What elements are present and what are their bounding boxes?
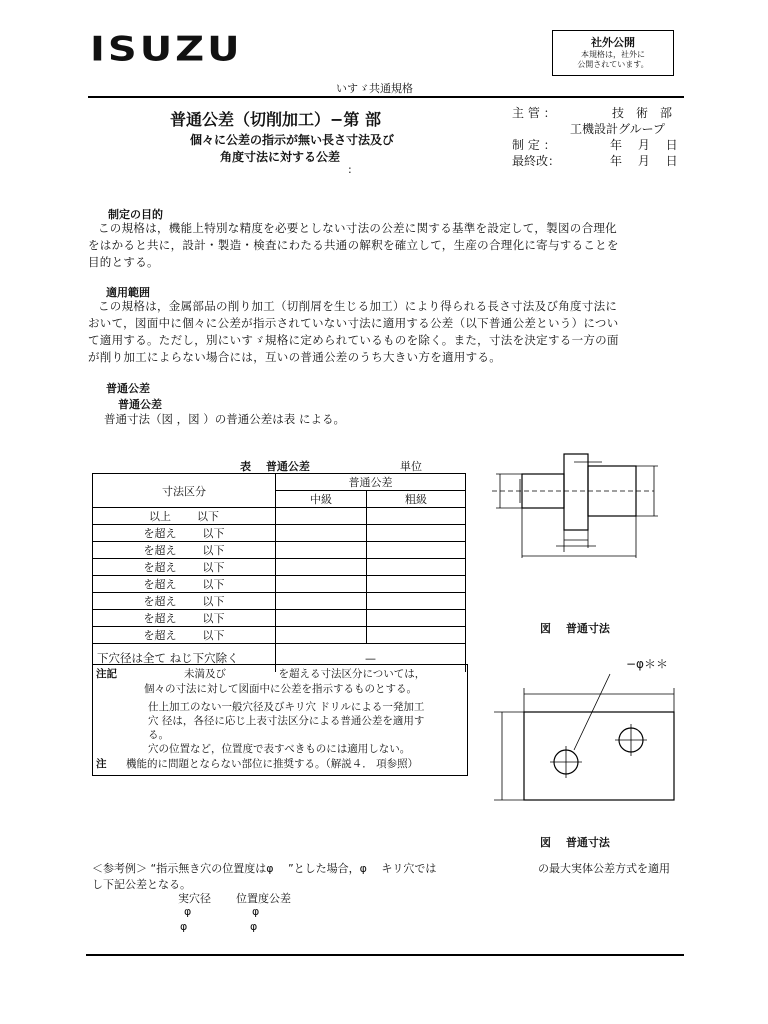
figure2-plate-drawing: [490, 668, 680, 808]
range-to: 以下: [197, 510, 219, 523]
public-disclosure-box: [552, 30, 674, 76]
hole-row-value: —: [276, 644, 466, 673]
range-from: を超え: [143, 578, 177, 591]
table-row: [93, 627, 466, 644]
scope-line: この規格は，金属部品の削り加工（切削屑を生じる加工）により得られる長さ寸法及び角度寸法に: [98, 299, 618, 313]
purpose-line: をはかると共に，設計・製造・検査にわたる共通の解釈を確立して，生産の合理化に寄与することを: [88, 238, 619, 252]
reference-col-head2: 位置度公差: [236, 892, 291, 905]
figure1-shaft-drawing: [486, 448, 666, 563]
reference-line2: し下記公差となる。: [92, 878, 191, 891]
figure1-caption: 図 普通寸法: [540, 622, 610, 635]
range-to: 以下: [202, 561, 225, 574]
reference-row1-a: φ: [184, 905, 192, 918]
purpose-line: 目的とする。: [88, 255, 159, 269]
general-heading: 普通公差: [106, 382, 150, 395]
header-rule: [88, 96, 684, 98]
reference-row2-a: φ: [180, 920, 188, 933]
general-text: 普通寸法（図 ，図 ）の普通公差は表 による。: [104, 412, 345, 426]
note4-label: 注: [96, 758, 107, 770]
range-from: を超え: [143, 527, 177, 540]
purpose-line: この規格は，機能上特別な精度を必要としない寸法の公差に関する基準を設定して，製図の合理化: [98, 221, 617, 235]
range-to: 以下: [202, 527, 225, 540]
meta-value-3: 年 月 日: [610, 154, 678, 168]
meta-label-2: 制 定 ：: [512, 138, 556, 152]
note1-line2: 個々の寸法に対して図面中に公差を指示するものとする。: [144, 683, 417, 695]
scope-line: て適用する。ただし，別にいすゞ規格に定められているものを除く。また，寸法を決定する一方の面: [88, 333, 619, 347]
note2-line3: る。: [148, 729, 169, 741]
reference-row1-b: φ: [252, 905, 260, 918]
public-box-line2: 公開されています。: [577, 60, 649, 69]
table-row: [93, 610, 466, 627]
footer-rule: [86, 954, 684, 956]
scope-line: が削り加工によらない場合には，互いの普通公差のうち大きい方を適用する。: [88, 350, 501, 364]
doc-colon: :: [348, 163, 352, 176]
purpose-paragraph: [88, 220, 678, 271]
range-to: 以下: [202, 595, 225, 608]
meta-value-0: 技 術 部: [612, 106, 673, 120]
meta-value-1: 工機設計グループ: [570, 122, 666, 136]
range-from: を超え: [143, 629, 177, 642]
hole-row-label: 下穴径は全て ねじ下穴除く: [93, 644, 276, 673]
note3-line1: 穴の位置など，位置度で表すべきものには適用しない。: [148, 743, 411, 755]
reference-col-head1: 実穴径: [178, 892, 211, 905]
public-box-line1: 本規格は，社外に: [581, 50, 645, 59]
meta-value-2: 年 月 日: [610, 138, 678, 152]
range-to: 以下: [202, 544, 225, 557]
header-range: 寸法区分: [93, 474, 276, 508]
range-from: を超え: [143, 561, 177, 574]
public-box-title: 社外公開: [591, 36, 635, 49]
isuzu-logo: ISUZU: [90, 30, 243, 70]
range-from: を超え: [143, 595, 177, 608]
table-row: [93, 576, 466, 593]
scope-line: おいて，図面中に個々に公差が指示されていない寸法に適用する公差（以下普通公差という）につい: [88, 316, 619, 330]
note2-line1: 仕上加工のない一般穴径及びキリ穴 ドリルによる一発加工: [148, 701, 425, 713]
header-mid: 中級: [276, 491, 367, 508]
general-tolerance-table: [92, 473, 466, 672]
table-unit: 単位: [400, 460, 422, 473]
reference-line1b: の最大実体公差方式を適用: [538, 862, 670, 875]
table-row: [93, 525, 466, 542]
plate-outline: [524, 712, 674, 800]
range-to: 以下: [202, 629, 225, 642]
figure2-caption: 図 普通寸法: [540, 836, 610, 849]
scope-heading: 適用範囲: [106, 286, 150, 299]
range-from: を超え: [143, 612, 177, 625]
purpose-heading: 制定の目的: [108, 208, 163, 221]
header-tolerance: 普通公差: [276, 474, 466, 491]
table-row: [93, 593, 466, 610]
note4-text: 機能的に問題とならない部位に推奨する。（解説４． 項参照）: [126, 758, 419, 770]
doc-title-line2: 個々に公差の指示が無い長さ寸法及び: [190, 133, 395, 147]
note2-line2: 穴 径は，各径に応じ上表寸法区分による普通公差を適用す: [148, 715, 425, 727]
range-to: 以下: [202, 578, 225, 591]
meta-label-3: 最終改：: [512, 154, 561, 168]
meta-label-0: 主 管 ：: [512, 106, 556, 120]
standard-subtitle: いすゞ共通規格: [336, 82, 413, 95]
header-coarse: 粗級: [367, 491, 466, 508]
table-row: [93, 542, 466, 559]
doc-title-line3: 角度寸法に対する公差: [220, 150, 341, 164]
table-caption: 表 普通公差: [240, 460, 310, 473]
doc-title: 普通公差（切削加工）−第 部: [170, 110, 381, 129]
figure2-callout: −φ＊＊: [626, 657, 668, 671]
note1-label: 注記: [96, 668, 117, 680]
table-row: [93, 559, 466, 576]
shaft-flange: [564, 454, 588, 530]
note1-line1: 未満及び を超える寸法区分については，: [184, 668, 426, 680]
range-from: 以上: [149, 510, 171, 523]
reference-line1a: ＜参考例＞ “指示無き穴の位置度はφ ”とした場合，φ キリ穴では: [92, 862, 437, 875]
range-from: を超え: [143, 544, 177, 557]
table-row: [93, 508, 466, 525]
general-subheading: 普通公差: [118, 398, 162, 411]
range-to: 以下: [202, 612, 225, 625]
scope-paragraph: [88, 298, 678, 366]
reference-row2-b: φ: [250, 920, 258, 933]
